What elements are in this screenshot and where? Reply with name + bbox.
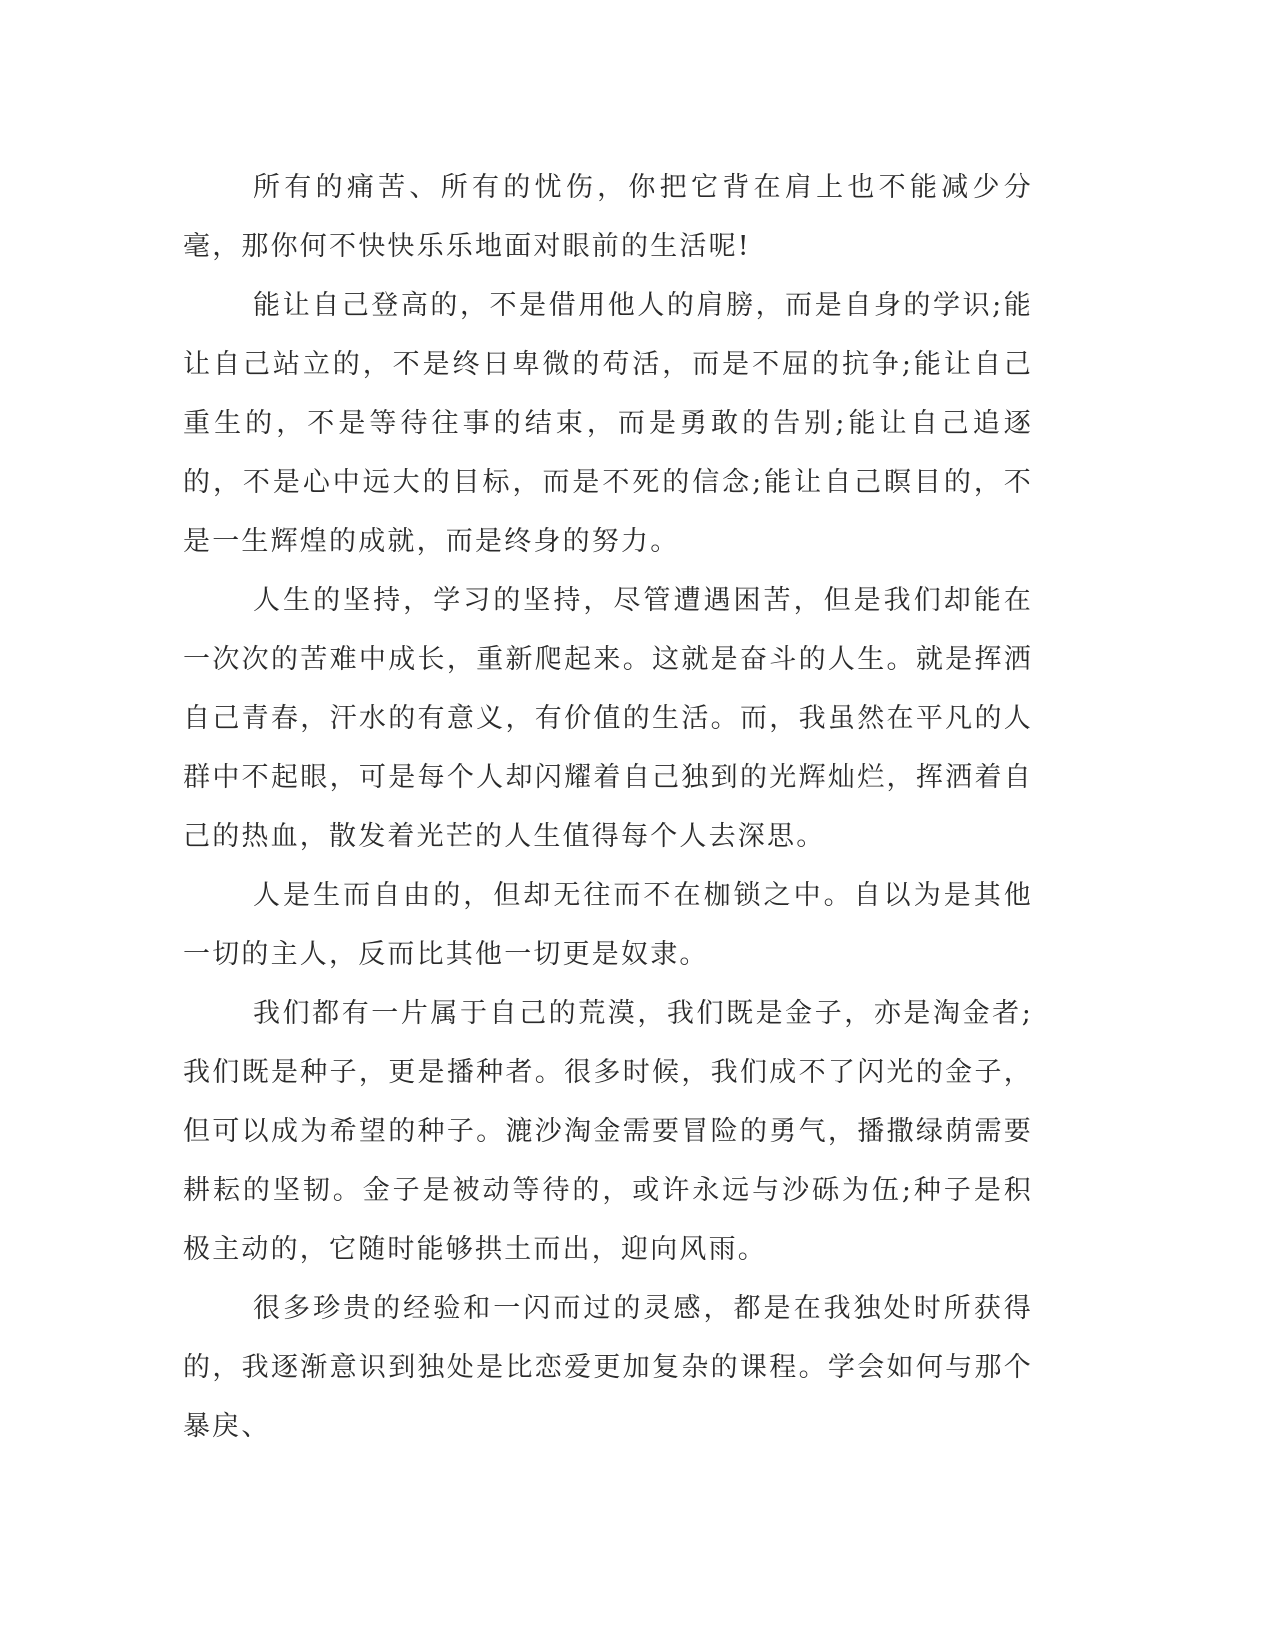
paragraph-3: 人生的坚持，学习的坚持，尽管遭遇困苦，但是我们却能在一次次的苦难中成长，重新爬起来。这就是奋斗的人生。就是挥洒自己青春，汗水的有意义，有价值的生活。而，我虽然在平凡的人群中不起眼，可是每个人却闪耀着自己独到的光辉灿烂，挥洒着自己的热血，散发着光芒的人生值得每个人去深思。 (183, 585, 1033, 852)
paragraph-5: 我们都有一片属于自己的荒漠，我们既是金子，亦是淘金者;我们既是种子，更是播种者。很多时候，我们成不了闪光的金子，但可以成为希望的种子。漉沙淘金需要冒险的勇气，播撒绿荫需要耕耘的坚韧。金子是被动等待的，或许永远与沙砾为伍;种子是积极主动的，它随时能够拱土而出，迎向风雨。 (183, 998, 1033, 1265)
paragraph-2: 能让自己登高的，不是借用他人的肩膀，而是自身的学识;能让自己站立的，不是终日卑微的苟活，而是不屈的抗争;能让自己重生的，不是等待往事的结束，而是勇敢的告别;能让自己追逐的，不是心中远大的目标，而是不死的信念;能让自己瞑目的，不是一生辉煌的成就，而是终身的努力。 (183, 290, 1033, 557)
paragraph-4: 人是生而自由的，但却无往而不在枷锁之中。自以为是其他一切的主人，反而比其他一切更是奴隶。 (183, 880, 1033, 970)
paragraph-6: 很多珍贵的经验和一闪而过的灵感，都是在我独处时所获得的，我逐渐意识到独处是比恋爱更加复杂的课程。学会如何与那个暴戾、 (183, 1293, 1033, 1442)
paragraph-1: 所有的痛苦、所有的忧伤，你把它背在肩上也不能减少分毫，那你何不快快乐乐地面对眼前的生活呢! (183, 172, 1033, 262)
document-body (183, 158, 1033, 1456)
